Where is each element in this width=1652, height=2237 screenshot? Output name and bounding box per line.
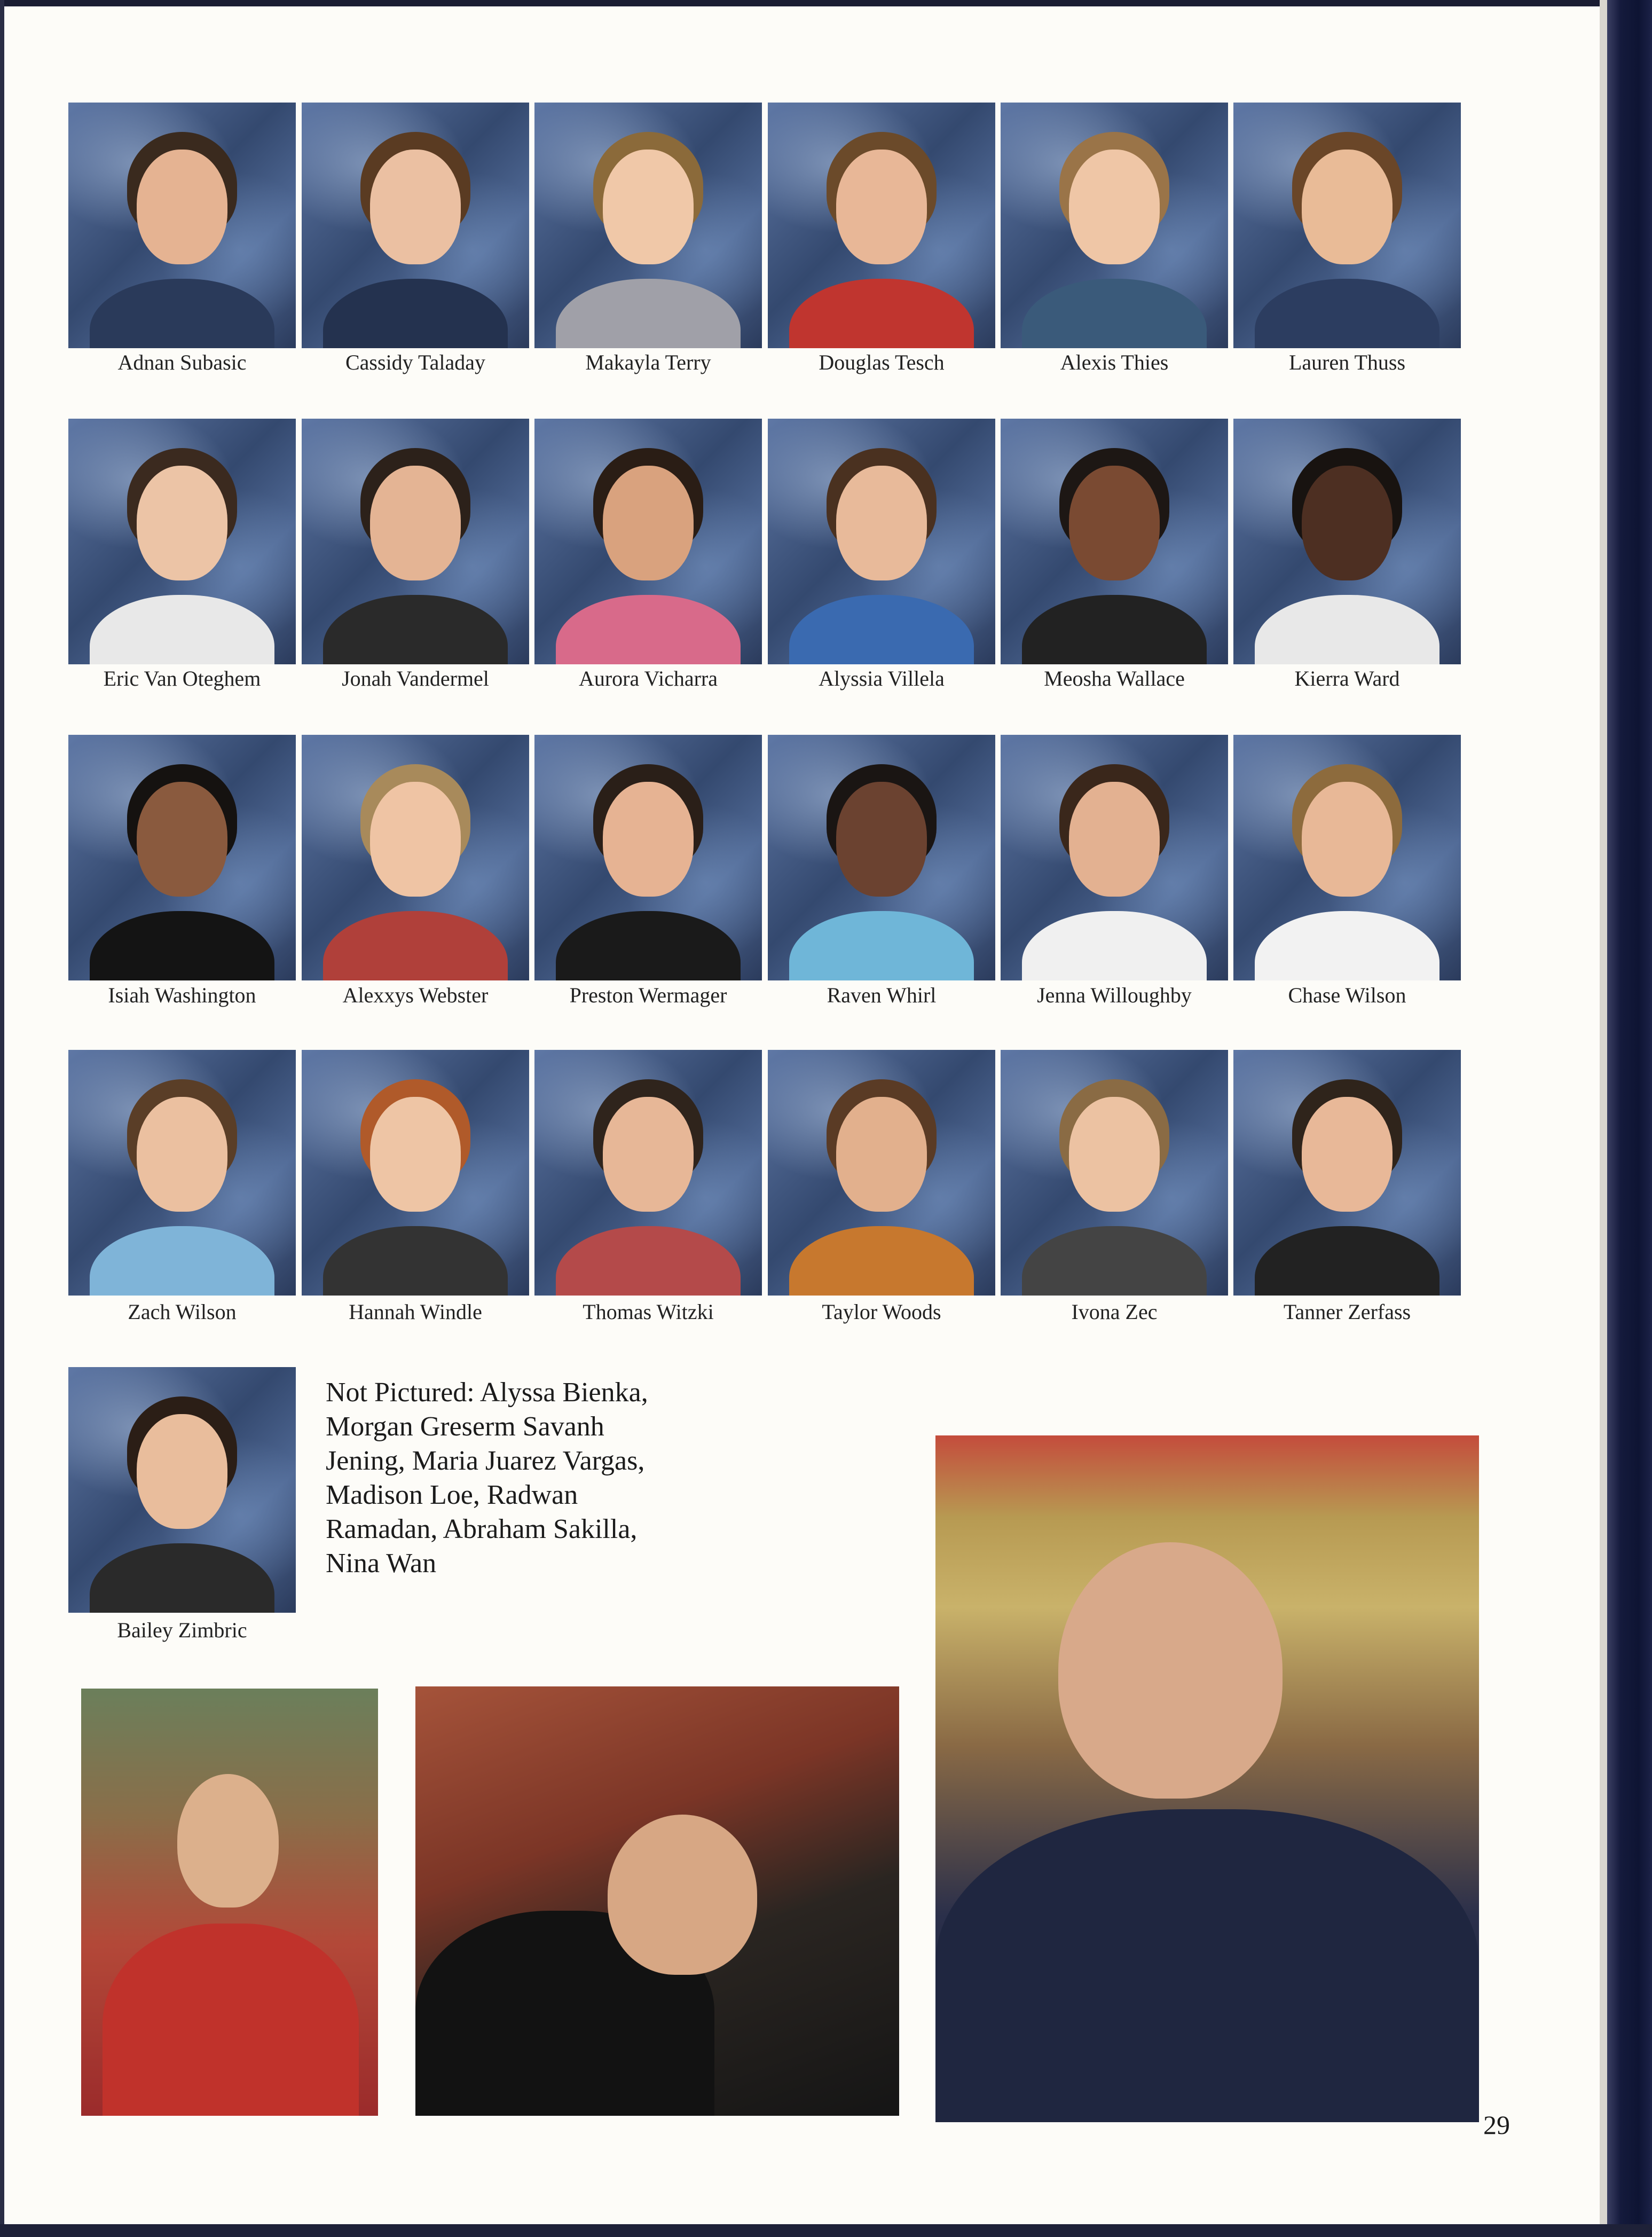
portrait-face [1302,466,1393,580]
student-portrait [1001,735,1228,980]
page-number: 29 [1483,2110,1510,2140]
portrait-face [370,782,461,897]
student-name-caption: Eric Van Oteghem [103,666,261,690]
student-name-caption: Aurora Vicharra [578,666,718,690]
student-portrait [534,103,762,348]
portrait-shoulders [1022,279,1207,348]
portrait-face [1302,1097,1393,1212]
student-portrait [768,1050,995,1296]
portrait-face [1302,782,1393,897]
student-portrait [534,735,762,980]
portrait-face [137,1097,227,1212]
portrait-shoulders [1022,1226,1207,1296]
portrait-shoulders [90,1543,274,1613]
student-name-caption: Taylor Woods [822,1300,941,1324]
portrait-shoulders [556,911,741,980]
student-name-caption: Isiah Washington [108,983,256,1007]
student-name-caption: Bailey Zimbric [117,1618,247,1642]
student-name-caption: Hannah Windle [349,1300,482,1324]
portrait-shoulders [556,279,741,348]
portrait-face [603,782,694,897]
not-pictured-line: Ramadan, Abraham Sakilla, [326,1514,638,1544]
student-name-caption: Douglas Tesch [819,350,945,374]
portrait-shoulders [1255,595,1439,664]
not-pictured-list [326,1376,731,1581]
student-portrait [768,419,995,664]
portrait-face [836,150,927,264]
student-name-caption: Jonah Vandermel [342,666,489,690]
student-portrait [302,419,529,664]
portrait-face [1069,466,1160,580]
portrait-face [370,150,461,264]
student-name-caption: Raven Whirl [827,983,937,1007]
not-pictured-line: Nina Wan [326,1548,437,1579]
student-portrait [1233,103,1461,348]
student-portrait [768,735,995,980]
student-portrait [1233,735,1461,980]
portrait-shoulders [1022,595,1207,664]
portrait-face [370,466,461,580]
candid-photo-boy-in-gym [935,1435,1479,2122]
portrait-face [603,466,694,580]
student-name-caption: Alyssia Villela [819,666,945,690]
not-pictured-line: Jening, Maria Juarez Vargas, [326,1446,645,1476]
portrait-face [603,1097,694,1212]
candid-subject-torso [935,1809,1479,2122]
portrait-shoulders [1022,911,1207,980]
student-portrait [1233,419,1461,664]
student-name-caption: Kierra Ward [1294,666,1400,690]
portrait-shoulders [1255,1226,1439,1296]
student-portrait [768,103,995,348]
not-pictured-line: Not Pictured: Alyssa Bienka, [326,1377,648,1408]
not-pictured-line: Morgan Greserm Savanh [326,1411,604,1442]
portrait-shoulders [789,595,974,664]
student-name-caption: Zach Wilson [128,1300,237,1324]
student-portrait [68,735,296,980]
portrait-shoulders [90,279,274,348]
student-name-caption: Alexis Thies [1060,350,1169,374]
portrait-face [836,782,927,897]
student-portrait [1001,103,1228,348]
portrait-shoulders [556,1226,741,1296]
portrait-shoulders [1255,911,1439,980]
student-name-caption: Jenna Willoughby [1037,983,1192,1007]
student-name-caption: Cassidy Taladay [345,350,485,374]
student-name-caption: Makayla Terry [585,350,711,374]
student-portrait [68,419,296,664]
student-portrait [302,735,529,980]
portrait-face [836,1097,927,1212]
student-portrait [1001,419,1228,664]
page-border-left [0,0,4,2237]
portrait-face [1069,150,1160,264]
page-edge [1600,0,1607,2237]
portrait-face [137,150,227,264]
portrait-face [1069,782,1160,897]
candid-photo-boy-resting-head [415,1686,899,2116]
portrait-shoulders [323,1226,508,1296]
portrait-face [1302,150,1393,264]
candid-subject-torso [103,1924,359,2116]
candid-subject-face [1058,1542,1283,1799]
student-name-caption: Preston Wermager [569,983,727,1007]
portrait-face [137,1414,227,1529]
student-portrait [68,1367,296,1613]
student-name-caption: Meosha Wallace [1044,666,1185,690]
portrait-shoulders [323,595,508,664]
student-portrait [1001,1050,1228,1296]
student-portrait [68,103,296,348]
portrait-face [603,150,694,264]
student-portrait [1233,1050,1461,1296]
student-name-caption: Tanner Zerfass [1283,1300,1411,1324]
page-border-top [0,0,1652,6]
portrait-shoulders [90,911,274,980]
portrait-shoulders [789,911,974,980]
portrait-shoulders [323,279,508,348]
candid-photo-girl-at-desk [81,1689,378,2116]
portrait-shoulders [556,595,741,664]
student-name-caption: Chase Wilson [1288,983,1406,1007]
page-border-bottom [0,2224,1652,2237]
student-portrait [68,1050,296,1296]
student-portrait [302,103,529,348]
portrait-face [836,466,927,580]
student-portrait [534,1050,762,1296]
portrait-shoulders [1255,279,1439,348]
portrait-shoulders [90,1226,274,1296]
not-pictured-line: Madison Loe, Radwan [326,1480,578,1510]
student-name-caption: Thomas Witzki [583,1300,714,1324]
student-name-caption: Adnan Subasic [117,350,247,374]
candid-subject-face [608,1815,757,1975]
portrait-face [137,782,227,897]
portrait-shoulders [789,1226,974,1296]
portrait-face [1069,1097,1160,1212]
portrait-face [370,1097,461,1212]
student-name-caption: Ivona Zec [1071,1300,1158,1324]
portrait-shoulders [90,595,274,664]
portrait-shoulders [789,279,974,348]
portrait-shoulders [323,911,508,980]
student-portrait [302,1050,529,1296]
candid-subject-face [177,1774,279,1908]
portrait-face [137,466,227,580]
student-name-caption: Alexxys Webster [342,983,489,1007]
student-name-caption: Lauren Thuss [1288,350,1406,374]
book-spine [1607,0,1652,2237]
student-portrait [534,419,762,664]
